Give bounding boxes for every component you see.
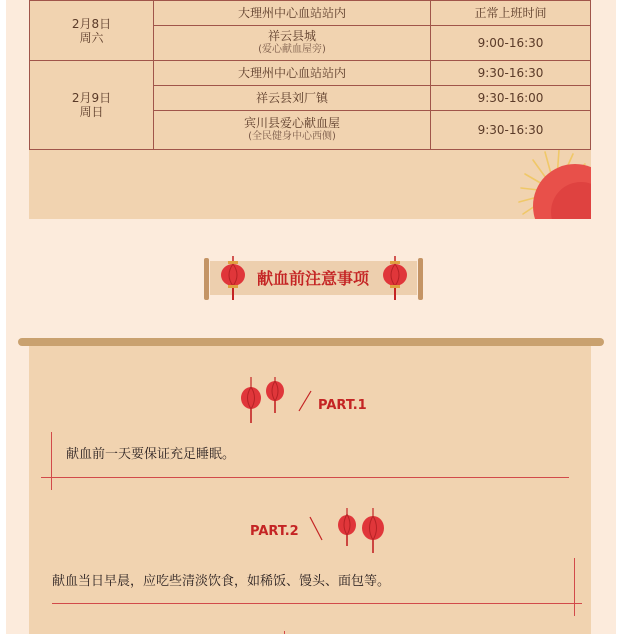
place-text: 宾川县爱心献血屋 (244, 116, 341, 130)
place-text: 大理州中心血站站内 (238, 66, 347, 80)
place-note: (爱心献血屋旁) (258, 44, 326, 55)
place-cell (154, 26, 431, 61)
part-title: PART.1 (318, 398, 367, 413)
scroll-rod-right (418, 258, 423, 300)
underline (41, 477, 569, 478)
date-text: 2月9日 (71, 91, 112, 105)
weekday-text: 周六 (79, 30, 104, 45)
time-cell (430, 86, 590, 111)
scroll-rod-left (204, 258, 209, 300)
part-title: PART.2 (250, 524, 299, 539)
lantern-icon (333, 508, 389, 554)
time-text: 9:30-16:00 (477, 91, 544, 105)
schedule-panel (29, 0, 591, 219)
slash-divider (308, 516, 324, 542)
slash-divider (297, 390, 313, 412)
date-text: 2月8日 (71, 16, 112, 31)
table-row (30, 1, 591, 26)
table-row (30, 61, 591, 86)
section-banner (204, 258, 423, 300)
place-note: (全民健身中心西侧) (248, 131, 336, 142)
banner-title: 献血前注意事项 (256, 269, 369, 288)
place-text: 祥云县刘厂镇 (256, 91, 329, 105)
notes-panel (29, 346, 591, 634)
place-text: 大理州中心血站站内 (238, 6, 347, 20)
date-cell (30, 1, 154, 61)
note-text: 献血当日早晨，应吃些清淡饮食，如稀饭、馒头、面包等。 (52, 574, 391, 589)
time-cell (430, 26, 590, 61)
lantern-icon (218, 256, 248, 302)
time-text: 9:30-16:30 (477, 123, 544, 137)
weekday-text: 周日 (79, 105, 104, 119)
page (6, 0, 616, 634)
place-cell (154, 1, 431, 26)
date-cell (30, 61, 154, 150)
place-cell (154, 111, 431, 150)
place-text: 祥云县城 (268, 29, 317, 43)
time-text: 9:30-16:30 (477, 66, 544, 80)
schedule-table (29, 0, 591, 150)
time-text: 9:00-16:30 (477, 36, 544, 50)
note-text: 献血前一天要保证充足睡眠。 (66, 447, 236, 462)
lantern-icon (237, 377, 289, 425)
corner-line (51, 432, 52, 490)
underline (52, 603, 582, 604)
time-cell (430, 61, 590, 86)
place-cell (154, 86, 431, 111)
time-text: 正常上班时间 (474, 6, 547, 20)
time-cell (430, 111, 590, 150)
corner-line (574, 558, 575, 616)
scroll-rod (18, 338, 604, 346)
firework-icon (461, 150, 591, 219)
lantern-icon (380, 256, 410, 302)
place-cell (154, 61, 431, 86)
time-cell (430, 1, 590, 26)
